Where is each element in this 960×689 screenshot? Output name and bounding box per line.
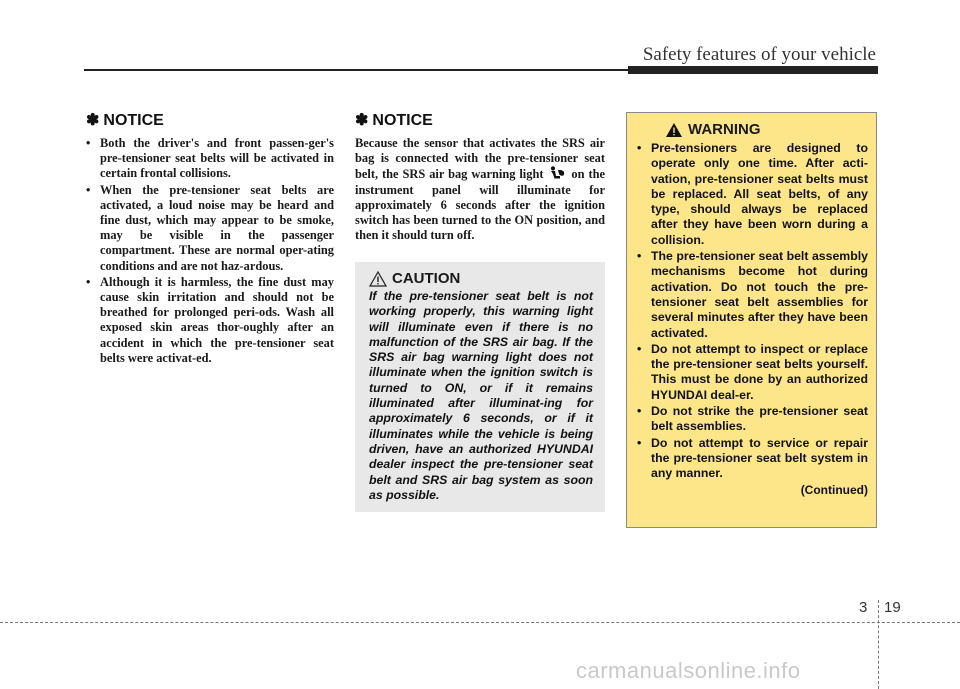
list-item: • Do not attempt to service or repair the pre-tensioner seat belt system in any manner. xyxy=(637,436,868,482)
caution-text: If the pre-tensioner seat belt is not working properly, this warning light will illuminate even if there is no malfunction of the SRS air bag. If the SRS air bag warning light does not illuminate when the ignition switch is turned to ON, or if it remains illuminated after illuminat-ing for approximately 6 seconds, or if it illuminates while the vehicle is being driven, have an authorized HYUNDAI dealer inspect the pre-tensioner seat belt and SRS air bag system as soon as possible. xyxy=(369,289,593,502)
notice-title-text: NOTICE xyxy=(103,112,164,129)
warning-title: WARNING xyxy=(688,121,761,138)
caution-heading xyxy=(369,270,593,287)
warning-triangle-icon xyxy=(665,122,683,138)
notice-section-2 xyxy=(355,110,605,243)
list-item: • Do not attempt to inspect or replace the pre-tensioner seat belts yourself. This must be done by an authorized HYUNDAI deal-er. xyxy=(637,342,868,403)
list-item: • Pre-tensioners are designed to operate only one time. After acti-vation, pre-tensioner seat belts must be replaced. All seat belts, of any type, should always be replaced after they have been worn during a collision. xyxy=(637,141,868,248)
caution-title: CAUTION xyxy=(392,270,461,287)
list-item: • Both the driver's and front passen-ger's pre-tensioner seat belts will be activated in certain frontal collisions. xyxy=(86,136,334,182)
notice-section-1 xyxy=(86,110,334,367)
notice-text-part: Because the sensor that activates the SRS air bag is connected with the pre-tensioner seat belt, the SRS air bag warning light xyxy=(355,136,605,182)
chapter-number: 3 xyxy=(859,599,868,616)
header-rule-tab xyxy=(628,66,878,74)
list-item: • Do not strike the pre-tensioner seat belt assemblies. xyxy=(637,404,868,435)
footer-separator xyxy=(878,600,879,689)
notice-heading-1 xyxy=(86,110,334,130)
page-number: 19 xyxy=(884,599,901,616)
watermark: carmanualsonline.info xyxy=(576,658,801,683)
list-item: • When the pre-tensioner seat belts are activated, a loud noise may be heard and fine dust, which may appear to be smoke, may be visible in the passenger compartment. These are normal oper-ating conditions and are not haz-ardous. xyxy=(86,183,334,274)
notice-heading-2 xyxy=(355,110,605,130)
warning-heading xyxy=(637,121,868,138)
caution-triangle-icon xyxy=(369,271,387,287)
continued-label: (Continued) xyxy=(800,482,868,497)
airbag-warning-icon xyxy=(547,166,567,181)
asterisk-icon: ✽ xyxy=(86,112,100,129)
page-header-title: Safety features of your vehicle xyxy=(642,44,876,65)
warning-box xyxy=(626,112,877,528)
notice-paragraph-2 xyxy=(355,136,605,243)
asterisk-icon: ✽ xyxy=(355,112,369,129)
notice-list-1 xyxy=(86,136,334,366)
list-item: • The pre-tensioner seat belt assembly mechanisms become hot during activation. Do not touch the pre-tensioner seat belt assemblies for several minutes after they have been activated. xyxy=(637,249,868,341)
footer-rule xyxy=(0,622,960,623)
caution-box xyxy=(355,262,605,512)
list-item: • Although it is harmless, the fine dust may cause skin irritation and should not be breathed for prolonged peri-ods. Wash all exposed skin areas thor-oughly after an accident in which the pre-tensioner seat belts were activat-ed. xyxy=(86,275,334,366)
notice-title-text: NOTICE xyxy=(372,112,433,129)
notice-text-part: on the instrument panel will illuminate for approximately 6 seconds after the ignition switch has been turned to the ON position, and then it should turn off. xyxy=(355,167,605,243)
warning-list xyxy=(637,141,868,482)
